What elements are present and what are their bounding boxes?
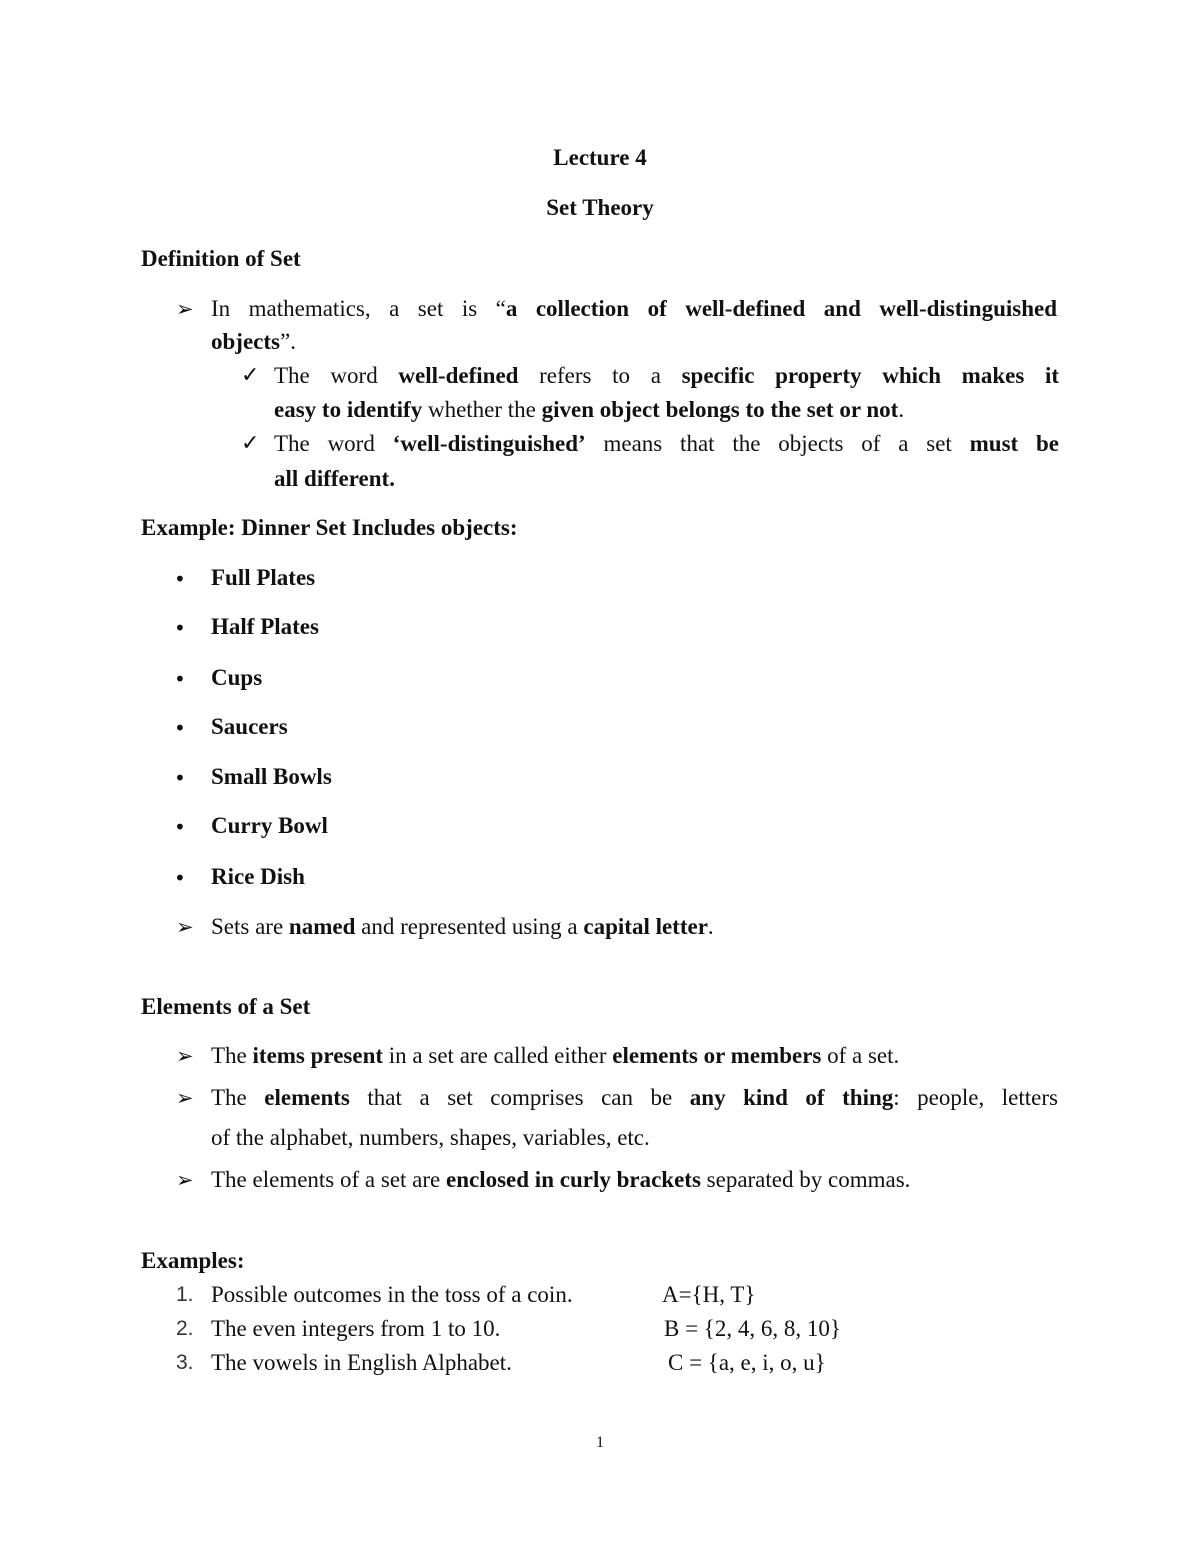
definition-line-2: objects”. (211, 329, 296, 354)
bullet-dot-icon: • (174, 866, 186, 890)
elements-line-1: The items present in a set are called either elements or members of a set. (211, 1043, 900, 1068)
bullet-dot-icon: • (174, 766, 186, 790)
arrow-bullet-icon: ➢ (176, 1086, 194, 1110)
bullet-dot-icon: • (174, 667, 186, 691)
lecture-title: Lecture 4 (553, 145, 647, 170)
list-item: Cups (211, 665, 263, 690)
definition-heading: Definition of Set (141, 246, 301, 271)
elements-line-2: The elements that a set comprises can be any kind of thing: people, letters (211, 1085, 1058, 1110)
definition-line-1: In mathematics, a set is “a collection of well-defined and well-distinguished (211, 296, 1058, 321)
list-item: Full Plates (211, 565, 316, 590)
example-row-text: The even integers from 1 to 10. (211, 1316, 501, 1341)
list-number: 1. (176, 1283, 194, 1306)
elements-line-3: of the alphabet, numbers, shapes, variables, etc. (211, 1125, 650, 1150)
list-number: 2. (176, 1317, 194, 1340)
examples-heading: Examples: (141, 1248, 245, 1273)
example-heading: Example: Dinner Set Includes objects: (141, 515, 518, 540)
naming-line: Sets are named and represented using a capital letter. (211, 914, 714, 939)
topic-title: Set Theory (546, 195, 654, 220)
example-row-text: Possible outcomes in the toss of a coin. (211, 1282, 573, 1307)
elements-line-4: The elements of a set are enclosed in curly brackets separated by commas. (211, 1167, 911, 1192)
arrow-bullet-icon: ➢ (176, 915, 194, 939)
example-row-set: C = {a, e, i, o, u} (668, 1350, 826, 1375)
well-distinguished-line-1: The word ‘well-distinguished’ means that the objects of a set must be (274, 431, 1060, 456)
bullet-dot-icon: • (174, 716, 186, 740)
list-item: Small Bowls (211, 764, 332, 789)
checkmark-icon: ✓ (241, 363, 260, 388)
well-distinguished-line-2: all different. (274, 466, 395, 491)
example-row-set: A={H, T} (662, 1282, 756, 1307)
arrow-bullet-icon: ➢ (176, 297, 194, 321)
arrow-bullet-icon: ➢ (176, 1044, 194, 1068)
bullet-dot-icon: • (174, 815, 186, 839)
well-defined-line-2: easy to identify whether the given object belongs to the set or not. (274, 397, 905, 422)
page-number: 1 (596, 1434, 604, 1451)
elements-heading: Elements of a Set (141, 994, 311, 1019)
list-item: Rice Dish (211, 864, 305, 889)
well-defined-line-1: The word well-defined refers to a specific property which makes it (274, 363, 1059, 388)
list-number: 3. (176, 1351, 194, 1374)
list-item: Saucers (211, 714, 288, 739)
list-item: Half Plates (211, 614, 319, 639)
arrow-bullet-icon: ➢ (176, 1168, 194, 1192)
list-item: Curry Bowl (211, 813, 328, 838)
example-row-set: B = {2, 4, 6, 8, 10} (664, 1316, 841, 1341)
example-row-text: The vowels in English Alphabet. (211, 1350, 512, 1375)
checkmark-icon: ✓ (241, 431, 260, 456)
bullet-dot-icon: • (174, 567, 186, 591)
bullet-dot-icon: • (174, 616, 186, 640)
